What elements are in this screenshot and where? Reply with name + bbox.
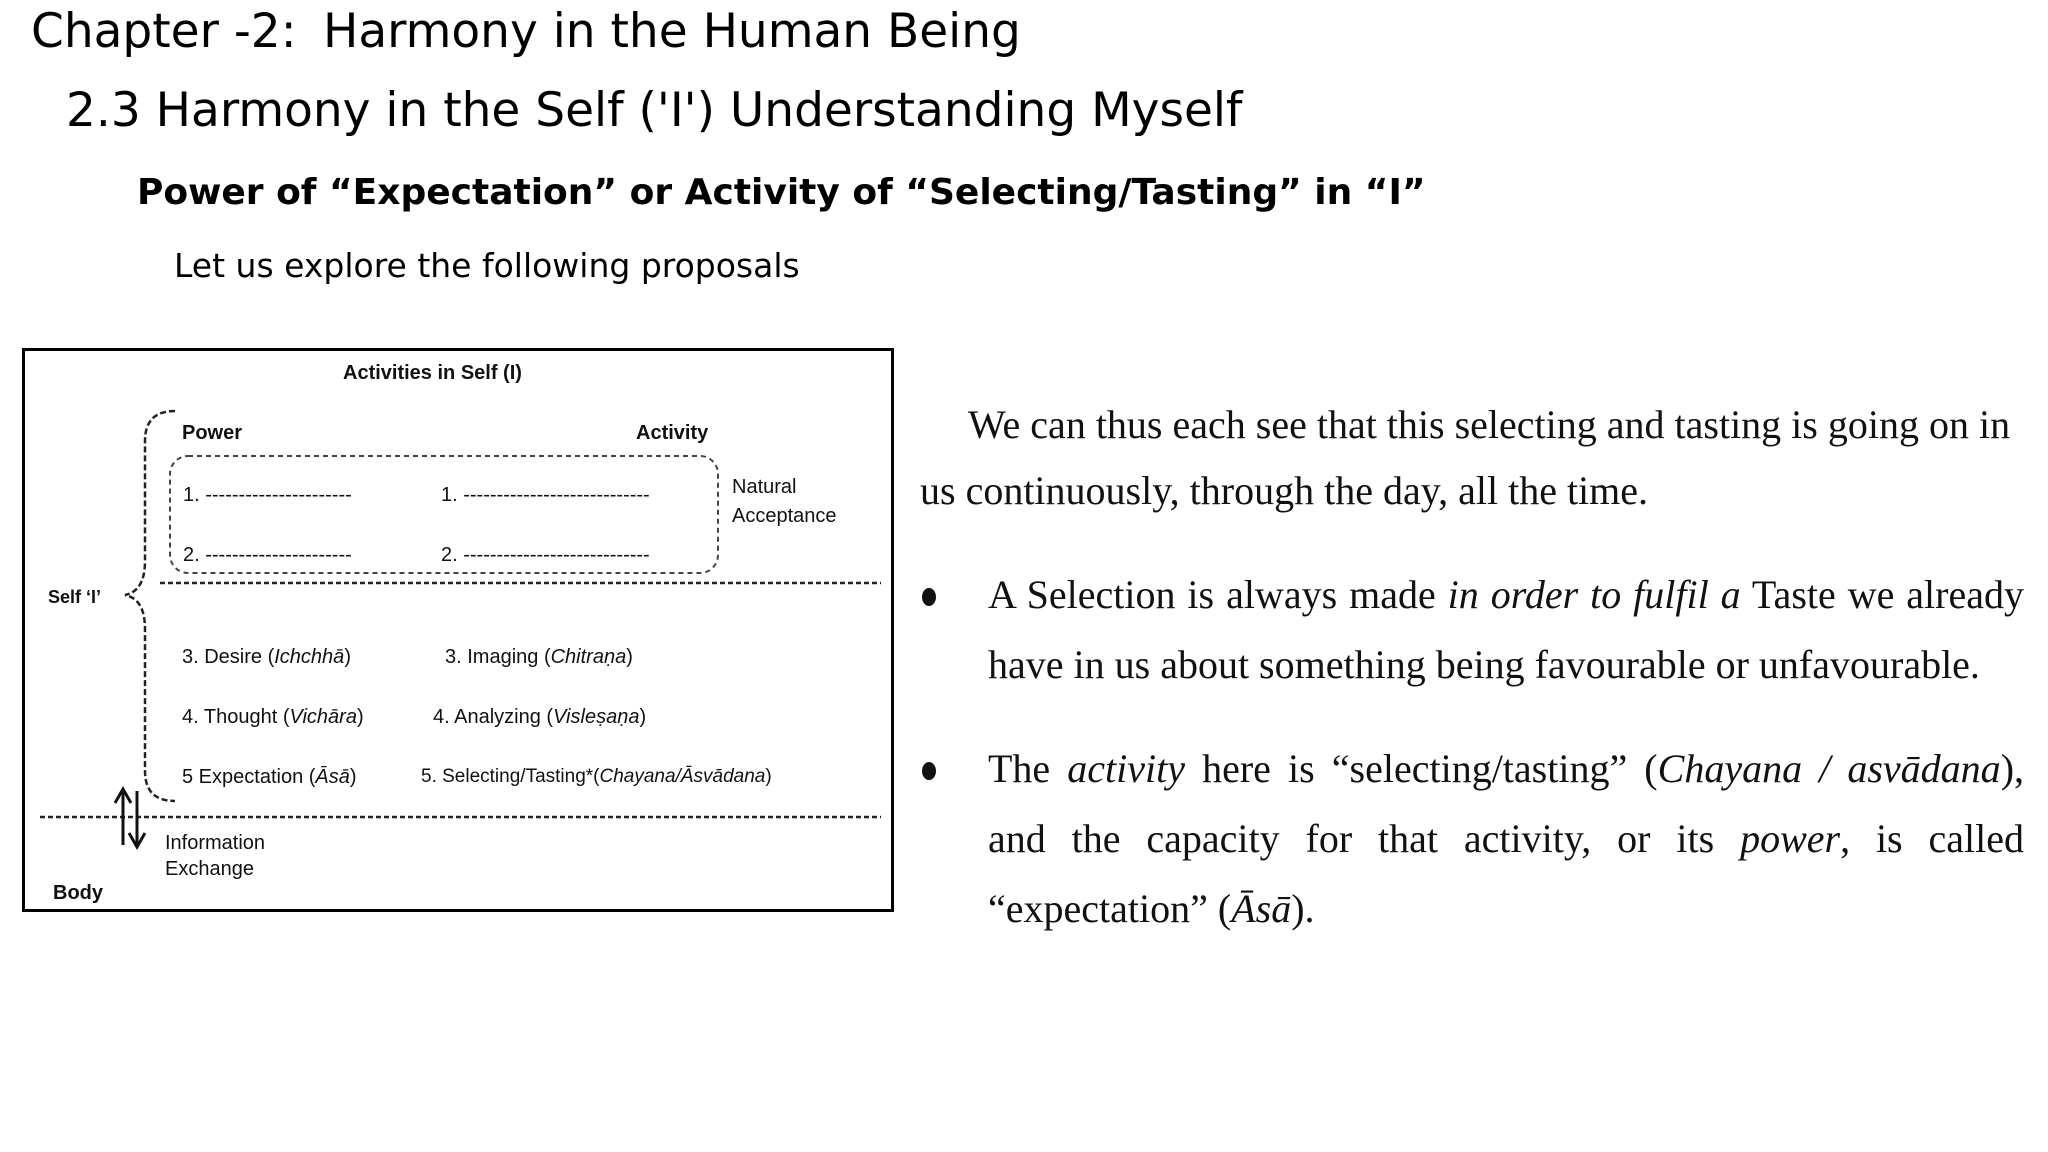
power-row-thought: 4. Thought (Vichāra) bbox=[182, 706, 364, 728]
activities-diagram bbox=[22, 348, 894, 912]
info-exchange-line2: Exchange bbox=[165, 858, 254, 880]
power-blank-2: 2. ---------------------- bbox=[183, 544, 352, 566]
activity-blank-2: 2. ---------------------------- bbox=[441, 544, 650, 566]
diagram-lines bbox=[25, 351, 891, 909]
bullet-icon bbox=[922, 588, 936, 606]
bullet-selection: A Selection is always made in order to fulfil a Taste we already have in us about something being favourable or unfavourable. bbox=[988, 572, 2024, 687]
natural-acceptance-line2: Acceptance bbox=[732, 505, 837, 527]
power-row-desire: 3. Desire (Ichchhā) bbox=[182, 646, 351, 668]
info-exchange-line1: Information bbox=[165, 832, 266, 854]
intro-text: Let us explore the following proposals bbox=[174, 246, 800, 285]
section-title: 2.3 Harmony in the Self ('I') Understanding Myself bbox=[66, 83, 1243, 138]
bullet-icon bbox=[922, 762, 936, 780]
self-label: Self ‘I’ bbox=[48, 587, 102, 607]
activity-header: Activity bbox=[636, 422, 709, 444]
subheading: Power of “Expectation” or Activity of “Selecting/Tasting” in “I” bbox=[137, 172, 1426, 213]
power-header: Power bbox=[182, 422, 243, 444]
intro-paragraph: We can thus each see that this selecting and tasting is going on in us continuously, through the day, all the time. bbox=[920, 402, 2011, 513]
chapter-title: Harmony in the Human Being bbox=[323, 4, 1021, 59]
power-blank-1: 1. ---------------------- bbox=[183, 484, 352, 506]
activity-row-selecting: 5. Selecting/Tasting*(Chayana/Āsvādana) bbox=[421, 766, 772, 787]
body-label: Body bbox=[53, 882, 103, 904]
activity-blank-1: 1. ---------------------------- bbox=[441, 484, 650, 506]
natural-acceptance-line1: Natural bbox=[732, 476, 797, 498]
activity-row-analyzing: 4. Analyzing (Visleṣaṇa) bbox=[433, 706, 647, 728]
self-brace bbox=[125, 411, 175, 801]
activity-row-imaging: 3. Imaging (Chitraṇa) bbox=[445, 646, 633, 668]
diagram-title: Activities in Self (I) bbox=[343, 362, 522, 384]
chapter-label: Chapter -2: bbox=[31, 4, 297, 59]
power-row-expectation: 5 Expectation (Āsā) bbox=[182, 766, 357, 788]
bullet-activity: The activity here is “selecting/tasting” (Chayana / asvādana), and the capacity for that activity, or its power, is called “expectation” (Āsā). bbox=[988, 746, 2025, 931]
